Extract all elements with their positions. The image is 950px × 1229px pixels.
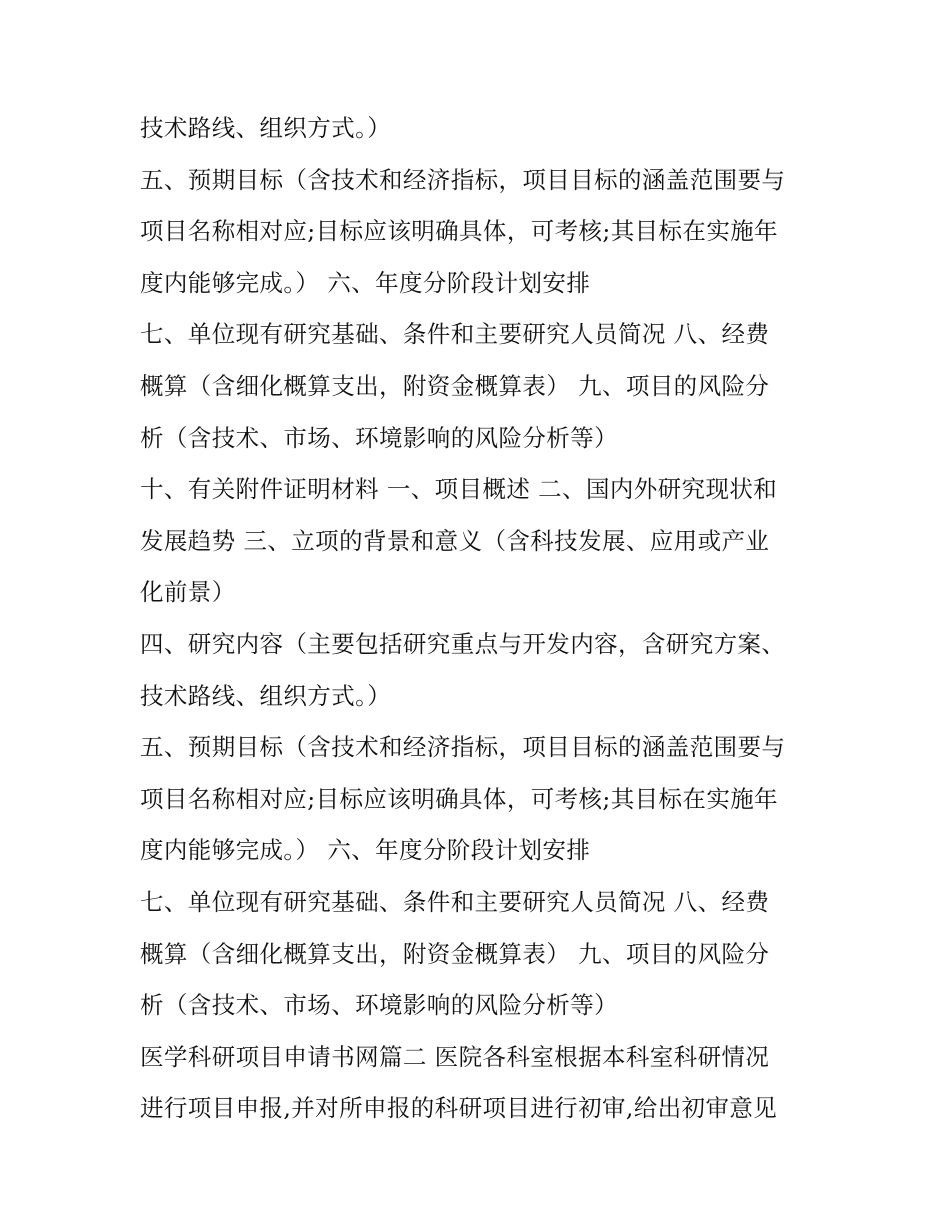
text-line: 度内能够完成。） 六、年度分阶段计划安排	[140, 268, 591, 297]
text-line: 项目名称相对应;目标应该明确具体，可考核;其目标在实施年	[140, 784, 779, 813]
text-line: 十、有关附件证明材料 一、项目概述 二、国内外研究现状和	[140, 475, 778, 504]
text-line: 技术路线、组织方式。）	[140, 681, 392, 710]
text-line: 概算（含细化概算支出，附资金概算表） 九、项目的风险分	[140, 939, 770, 968]
text-line: 七、单位现有研究基础、条件和主要研究人员简况 八、经费	[140, 320, 770, 349]
document-body	[140, 103, 820, 1135]
text-line: 五、预期目标（含技术和经济指标，项目目标的涵盖范围要与	[140, 165, 786, 194]
text-line: 五、预期目标（含技术和经济指标，项目目标的涵盖范围要与	[140, 733, 786, 762]
text-line: 七、单位现有研究基础、条件和主要研究人员简况 八、经费	[140, 887, 770, 916]
text-line: 概算（含细化概算支出，附资金概算表） 九、项目的风险分	[140, 371, 770, 400]
text-line: 析（含技术、市场、环境影响的风险分析等）	[140, 991, 618, 1020]
text-line: 进行项目申报,并对所申报的科研项目进行初审,给出初审意见	[140, 1094, 778, 1123]
text-line: 化前景）	[140, 578, 236, 607]
text-line: 技术路线、组织方式。）	[140, 114, 392, 142]
text-line: 四、研究内容（主要包括研究重点与开发内容，含研究方案、	[140, 629, 786, 658]
text-line: 析（含技术、市场、环境影响的风险分析等）	[140, 423, 618, 452]
text-line: 发展趋势 三、立项的背景和意义（含科技发展、应用或产业	[140, 526, 770, 555]
text-line: 度内能够完成。） 六、年度分阶段计划安排	[140, 836, 591, 865]
text-line: 医学科研项目申请书网篇二 医院各科室根据本科室科研情况	[140, 1042, 770, 1071]
text-line: 项目名称相对应;目标应该明确具体，可考核;其目标在实施年	[140, 217, 779, 246]
